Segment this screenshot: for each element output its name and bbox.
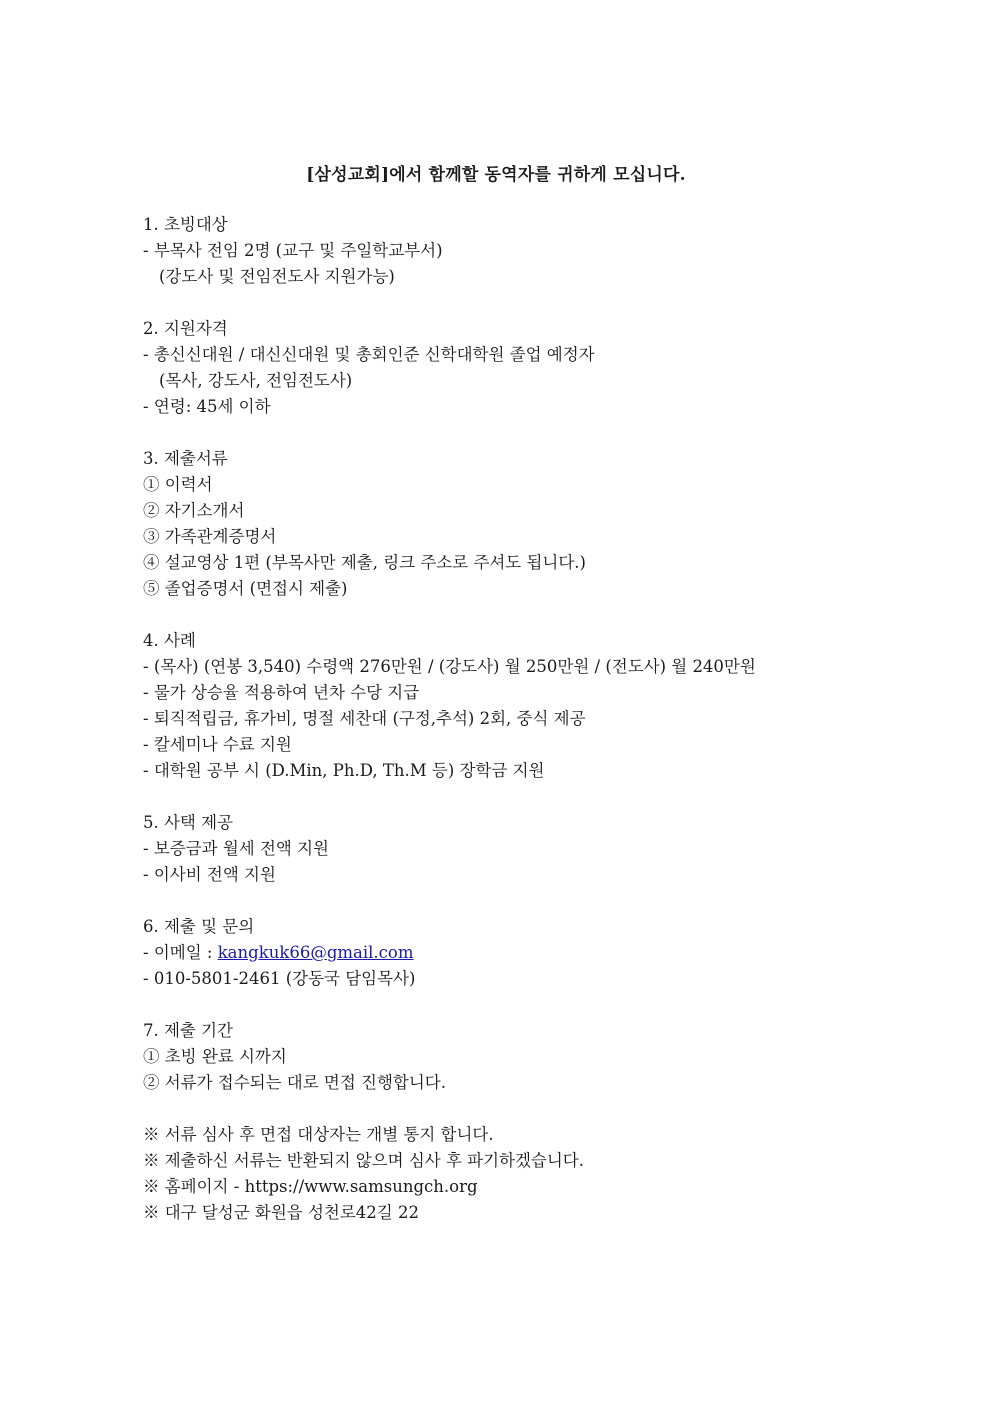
spacer — [143, 290, 923, 316]
list-item: ② 서류가 접수되는 대로 면접 진행합니다. — [143, 1073, 446, 1092]
list-item: (강도사 및 전임전도사 지원가능) — [159, 267, 395, 286]
spacer — [143, 420, 923, 446]
list-item: - 이사비 전액 지원 — [143, 865, 276, 884]
list-item: - 물가 상승율 적용하여 년차 수당 지급 — [143, 683, 420, 702]
email-link[interactable]: kangkuk66@gmail.com — [217, 943, 414, 962]
list-item: - 연령: 45세 이하 — [143, 397, 271, 416]
list-item: ⑤ 졸업증명서 (면접시 제출) — [143, 579, 348, 598]
list-item: - 부목사 전임 2명 (교구 및 주일학교부서) — [143, 241, 443, 260]
list-item: ④ 설교영상 1편 (부목사만 제출, 링크 주소로 주셔도 됩니다.) — [143, 553, 586, 572]
list-item: - (목사) (연봉 3,540) 수령액 276만원 / (강도사) 월 250만원 / (전도사) 월 240만원 — [143, 657, 756, 676]
spacer — [143, 784, 923, 810]
note-homepage: ※ 홈페이지 - https://www.samsungch.org — [143, 1177, 478, 1196]
list-item: - 대학원 공부 시 (D.Min, Ph.D, Th.M 등) 장학금 지원 — [143, 761, 545, 780]
email-label: - 이메일 : — [143, 943, 218, 962]
section-heading-compensation: 4. 사례 — [143, 631, 196, 650]
list-item: - 총신신대원 / 대신신대원 및 총회인준 신학대학원 졸업 예정자 — [143, 345, 595, 364]
spacer — [143, 888, 923, 914]
list-item: ③ 가족관계증명서 — [143, 527, 277, 546]
list-item: ② 자기소개서 — [143, 501, 245, 520]
page-title: [삼성교회]에서 함께할 동역자를 귀하게 모십니다. — [306, 165, 686, 185]
list-item: - 보증금과 월세 전액 지원 — [143, 839, 329, 858]
list-item: ① 초빙 완료 시까지 — [143, 1047, 287, 1066]
spacer — [143, 602, 923, 628]
section-heading-contact: 6. 제출 및 문의 — [143, 917, 255, 936]
note: ※ 제출하신 서류는 반환되지 않으며 심사 후 파기하겠습니다. — [143, 1151, 584, 1170]
note-address: ※ 대구 달성군 화원읍 성천로42길 22 — [143, 1203, 419, 1222]
email-line — [143, 940, 923, 966]
section-heading-period: 7. 제출 기간 — [143, 1021, 233, 1040]
spacer — [143, 992, 923, 1018]
list-item: - 칼세미나 수료 지원 — [143, 735, 292, 754]
document-body — [143, 212, 923, 1226]
spacer — [143, 1096, 923, 1122]
note: ※ 서류 심사 후 면접 대상자는 개별 통지 합니다. — [143, 1125, 494, 1144]
phone-line: - 010-5801-2461 (강동국 담임목사) — [143, 969, 416, 988]
section-heading-housing: 5. 사택 제공 — [143, 813, 233, 832]
list-item: (목사, 강도사, 전임전도사) — [159, 371, 353, 390]
list-item: ① 이력서 — [143, 475, 213, 494]
section-heading-qualifications: 2. 지원자격 — [143, 319, 228, 338]
list-item: - 퇴직적립금, 휴가비, 명절 세찬대 (구정,추석) 2회, 중식 제공 — [143, 709, 586, 728]
section-heading-documents: 3. 제출서류 — [143, 449, 228, 468]
section-heading-recruitment-target: 1. 초빙대상 — [143, 215, 228, 234]
